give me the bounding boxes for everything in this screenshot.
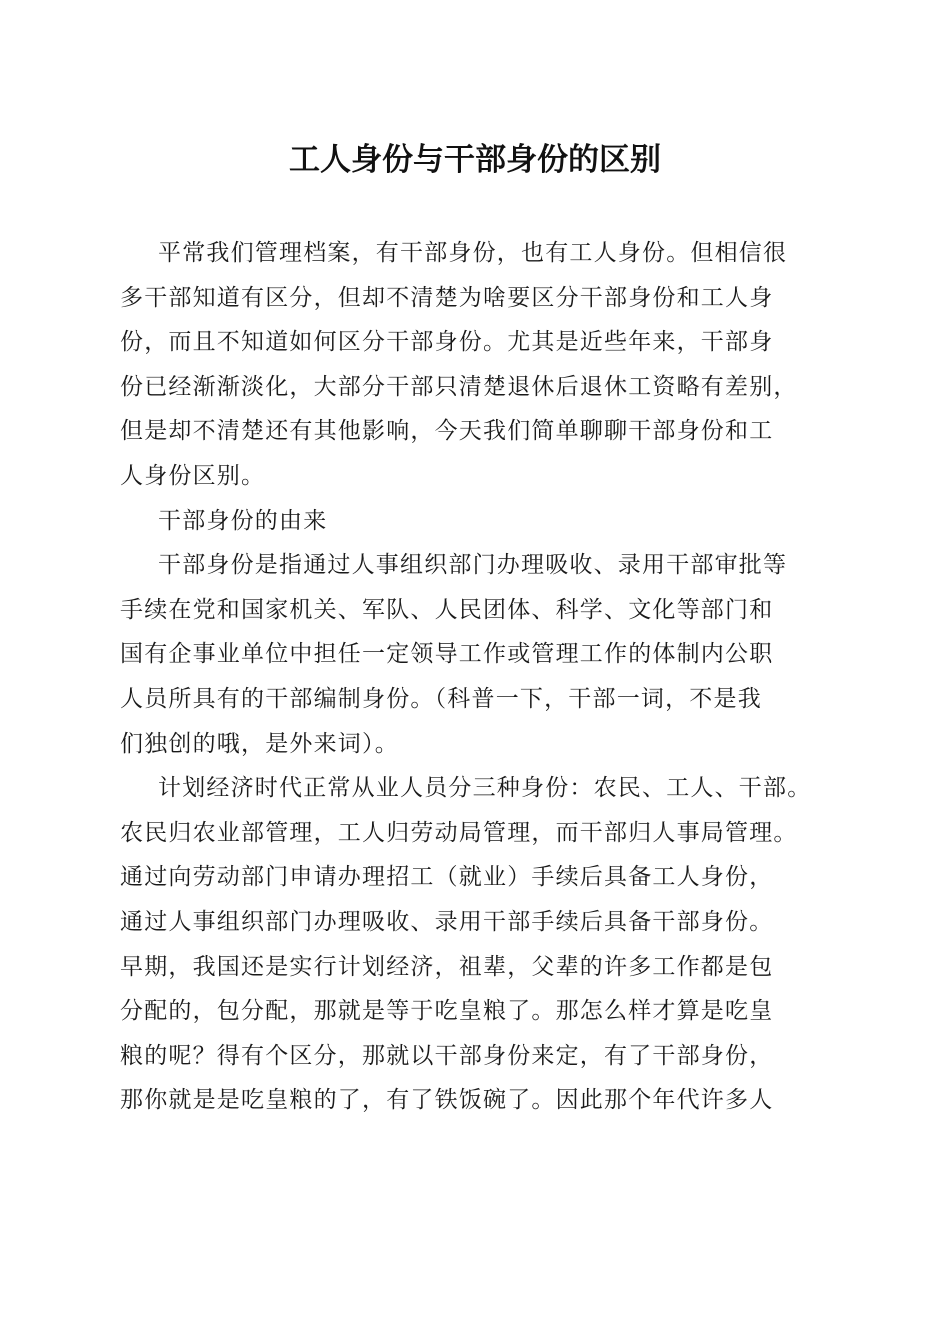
paragraph-line: 通过向劳动部门申请办理招工（就业）手续后具备工人身份，: [120, 864, 774, 891]
paragraph-line: 农民归农业部管理，工人归劳动局管理，而干部归人事局管理。: [120, 819, 798, 846]
paragraph-line: 平常我们管理档案，有干部身份，也有工人身份。但相信很: [158, 240, 788, 266]
section-heading: 干部身份的由来: [158, 507, 328, 534]
paragraph-line: 人员所具有的干部编制身份。（科普一下，干部一词，不是我: [120, 685, 762, 712]
paragraph-line: 人身份区别。: [120, 462, 266, 489]
paragraph-line: 份已经渐渐淡化，大部分干部只清楚退休后退休工资略有差别，: [120, 373, 798, 400]
paragraph-line: 干部身份是指通过人事组织部门办理吸收、录用干部审批等: [158, 552, 788, 579]
paragraph-line: 粮的呢？得有个区分，那就以干部身份来定，有了干部身份，: [120, 1042, 774, 1069]
paragraph-line: 但是却不清楚还有其他影响，今天我们简单聊聊干部身份和工: [120, 418, 774, 445]
paragraph-line: 分配的，包分配，那就是等于吃皇粮了。那怎么样才算是吃皇: [120, 998, 774, 1025]
paragraph-line: 多干部知道有区分，但却不清楚为啥要区分干部身份和工人身: [120, 284, 774, 311]
paragraph-line: 们独创的哦，是外来词）。: [120, 730, 399, 757]
paragraph-line: 那你就是是吃皇粮的了，有了铁饭碗了。因此那个年代许多人: [120, 1087, 774, 1114]
document-title: 工人身份与干部身份的区别: [289, 142, 661, 178]
paragraph-line: 早期，我国还是实行计划经济，祖辈，父辈的许多工作都是包: [120, 953, 774, 980]
paragraph-line: 国有企事业单位中担任一定领导工作或管理工作的体制内公职: [120, 641, 774, 668]
paragraph-line: 手续在党和国家机关、军队、人民团体、科学、文化等部门和: [120, 596, 774, 623]
document-body: [120, 231, 832, 1123]
paragraph-line: 份，而且不知道如何区分干部身份。尤其是近些年来，干部身: [120, 329, 774, 356]
paragraph-line: 计划经济时代正常从业人员分三种身份：农民、工人、干部。: [158, 775, 812, 802]
paragraph-line: 通过人事组织部门办理吸收、录用干部手续后具备干部身份。: [120, 908, 774, 935]
